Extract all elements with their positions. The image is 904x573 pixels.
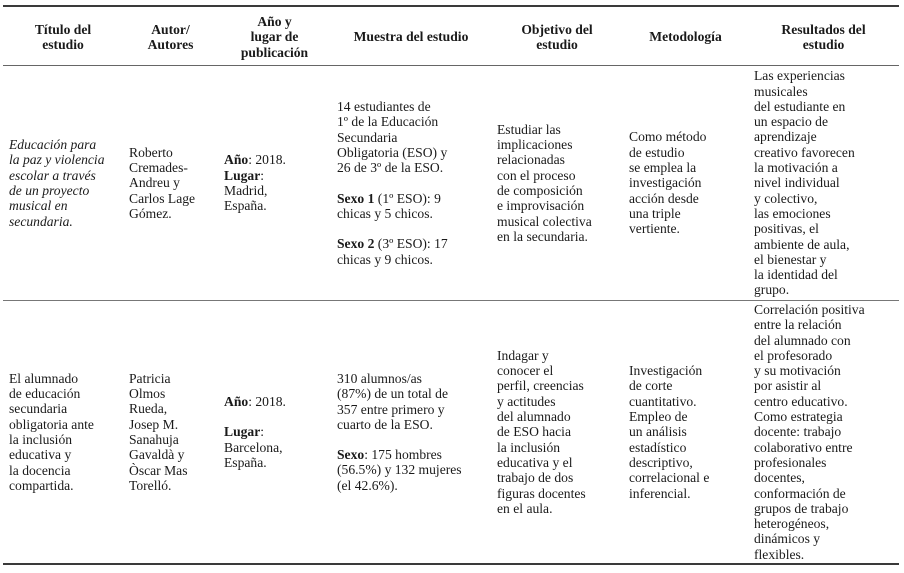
cell-metodologia: Investigación de corte cuantitativo. Empleo de un análisis estadístico descriptivo, correlacional e inferencial. [623,301,748,565]
cell-autor: Roberto Cremades- Andreu y Carlos Lage Gómez. [123,66,218,301]
cell-anio-lugar: Año: 2018. Lugar: Barcelona, España. [218,301,331,565]
cell-muestra: 14 estudiantes de 1º de la Educación Secundaria Obligatoria (ESO) y 26 de 3º de la ESO. Sexo 1 (1º ESO): 9 chicas y 5 chicos. Sexo 2 (3º ESO): 17 chicas y 9 chicos. [331,66,491,301]
header-anio-lugar: Año y lugar de publicación [218,6,331,66]
cell-anio-lugar: Año: 2018. Lugar: Madrid, España. [218,66,331,301]
header-autor: Autor/ Autores [123,6,218,66]
table-header-row [3,6,899,66]
cell-autor: Patricia Olmos Rueda, Josep M. Sanahuja Gavaldà y Òscar Mas Torelló. [123,301,218,565]
studies-table [3,5,899,565]
cell-objetivo: Estudiar las implicaciones relacionadas con el proceso de composición e improvisación musical colectiva en la secundaria. [491,66,623,301]
cell-titulo: Educación para la paz y violencia escolar a través de un proyecto musical en secundaria. [3,66,123,301]
cell-objetivo: Indagar y conocer el perfil, creencias y actitudes del alumnado de ESO hacia la inclusión educativa y el trabajo de dos figuras docentes en el aula. [491,301,623,565]
cell-metodologia: Como método de estudio se emplea la investigación acción desde una triple vertiente. [623,66,748,301]
cell-titulo: El alumnado de educación secundaria obligatoria ante la inclusión educativa y la docencia compartida. [3,301,123,565]
table-row [3,301,899,565]
header-resultados: Resultados del estudio [748,6,899,66]
table-row [3,66,899,301]
cell-resultados: Correlación positiva entre la relación del alumnado con el profesorado y su motivación por asistir al centro educativo. Como estrategia docente: trabajo colaborativo entre profesionales docentes, conformación de grupos de trabajo heterogéneos, dinámicos y flexibles. [748,301,899,565]
cell-resultados: Las experiencias musicales del estudiante en un espacio de aprendizaje creativo favorecen la motivación a nivel individual y colectivo, las emociones positivas, el ambiente de aula, el bienestar y la identidad del grupo. [748,66,899,301]
header-metodologia: Metodología [623,6,748,66]
header-titulo: Título del estudio [3,6,123,66]
header-muestra: Muestra del estudio [331,6,491,66]
header-objetivo: Objetivo del estudio [491,6,623,66]
cell-muestra: 310 alumnos/as (87%) de un total de 357 entre primero y cuarto de la ESO. Sexo: 175 hombres (56.5%) y 132 mujeres (el 42.6%). [331,301,491,565]
